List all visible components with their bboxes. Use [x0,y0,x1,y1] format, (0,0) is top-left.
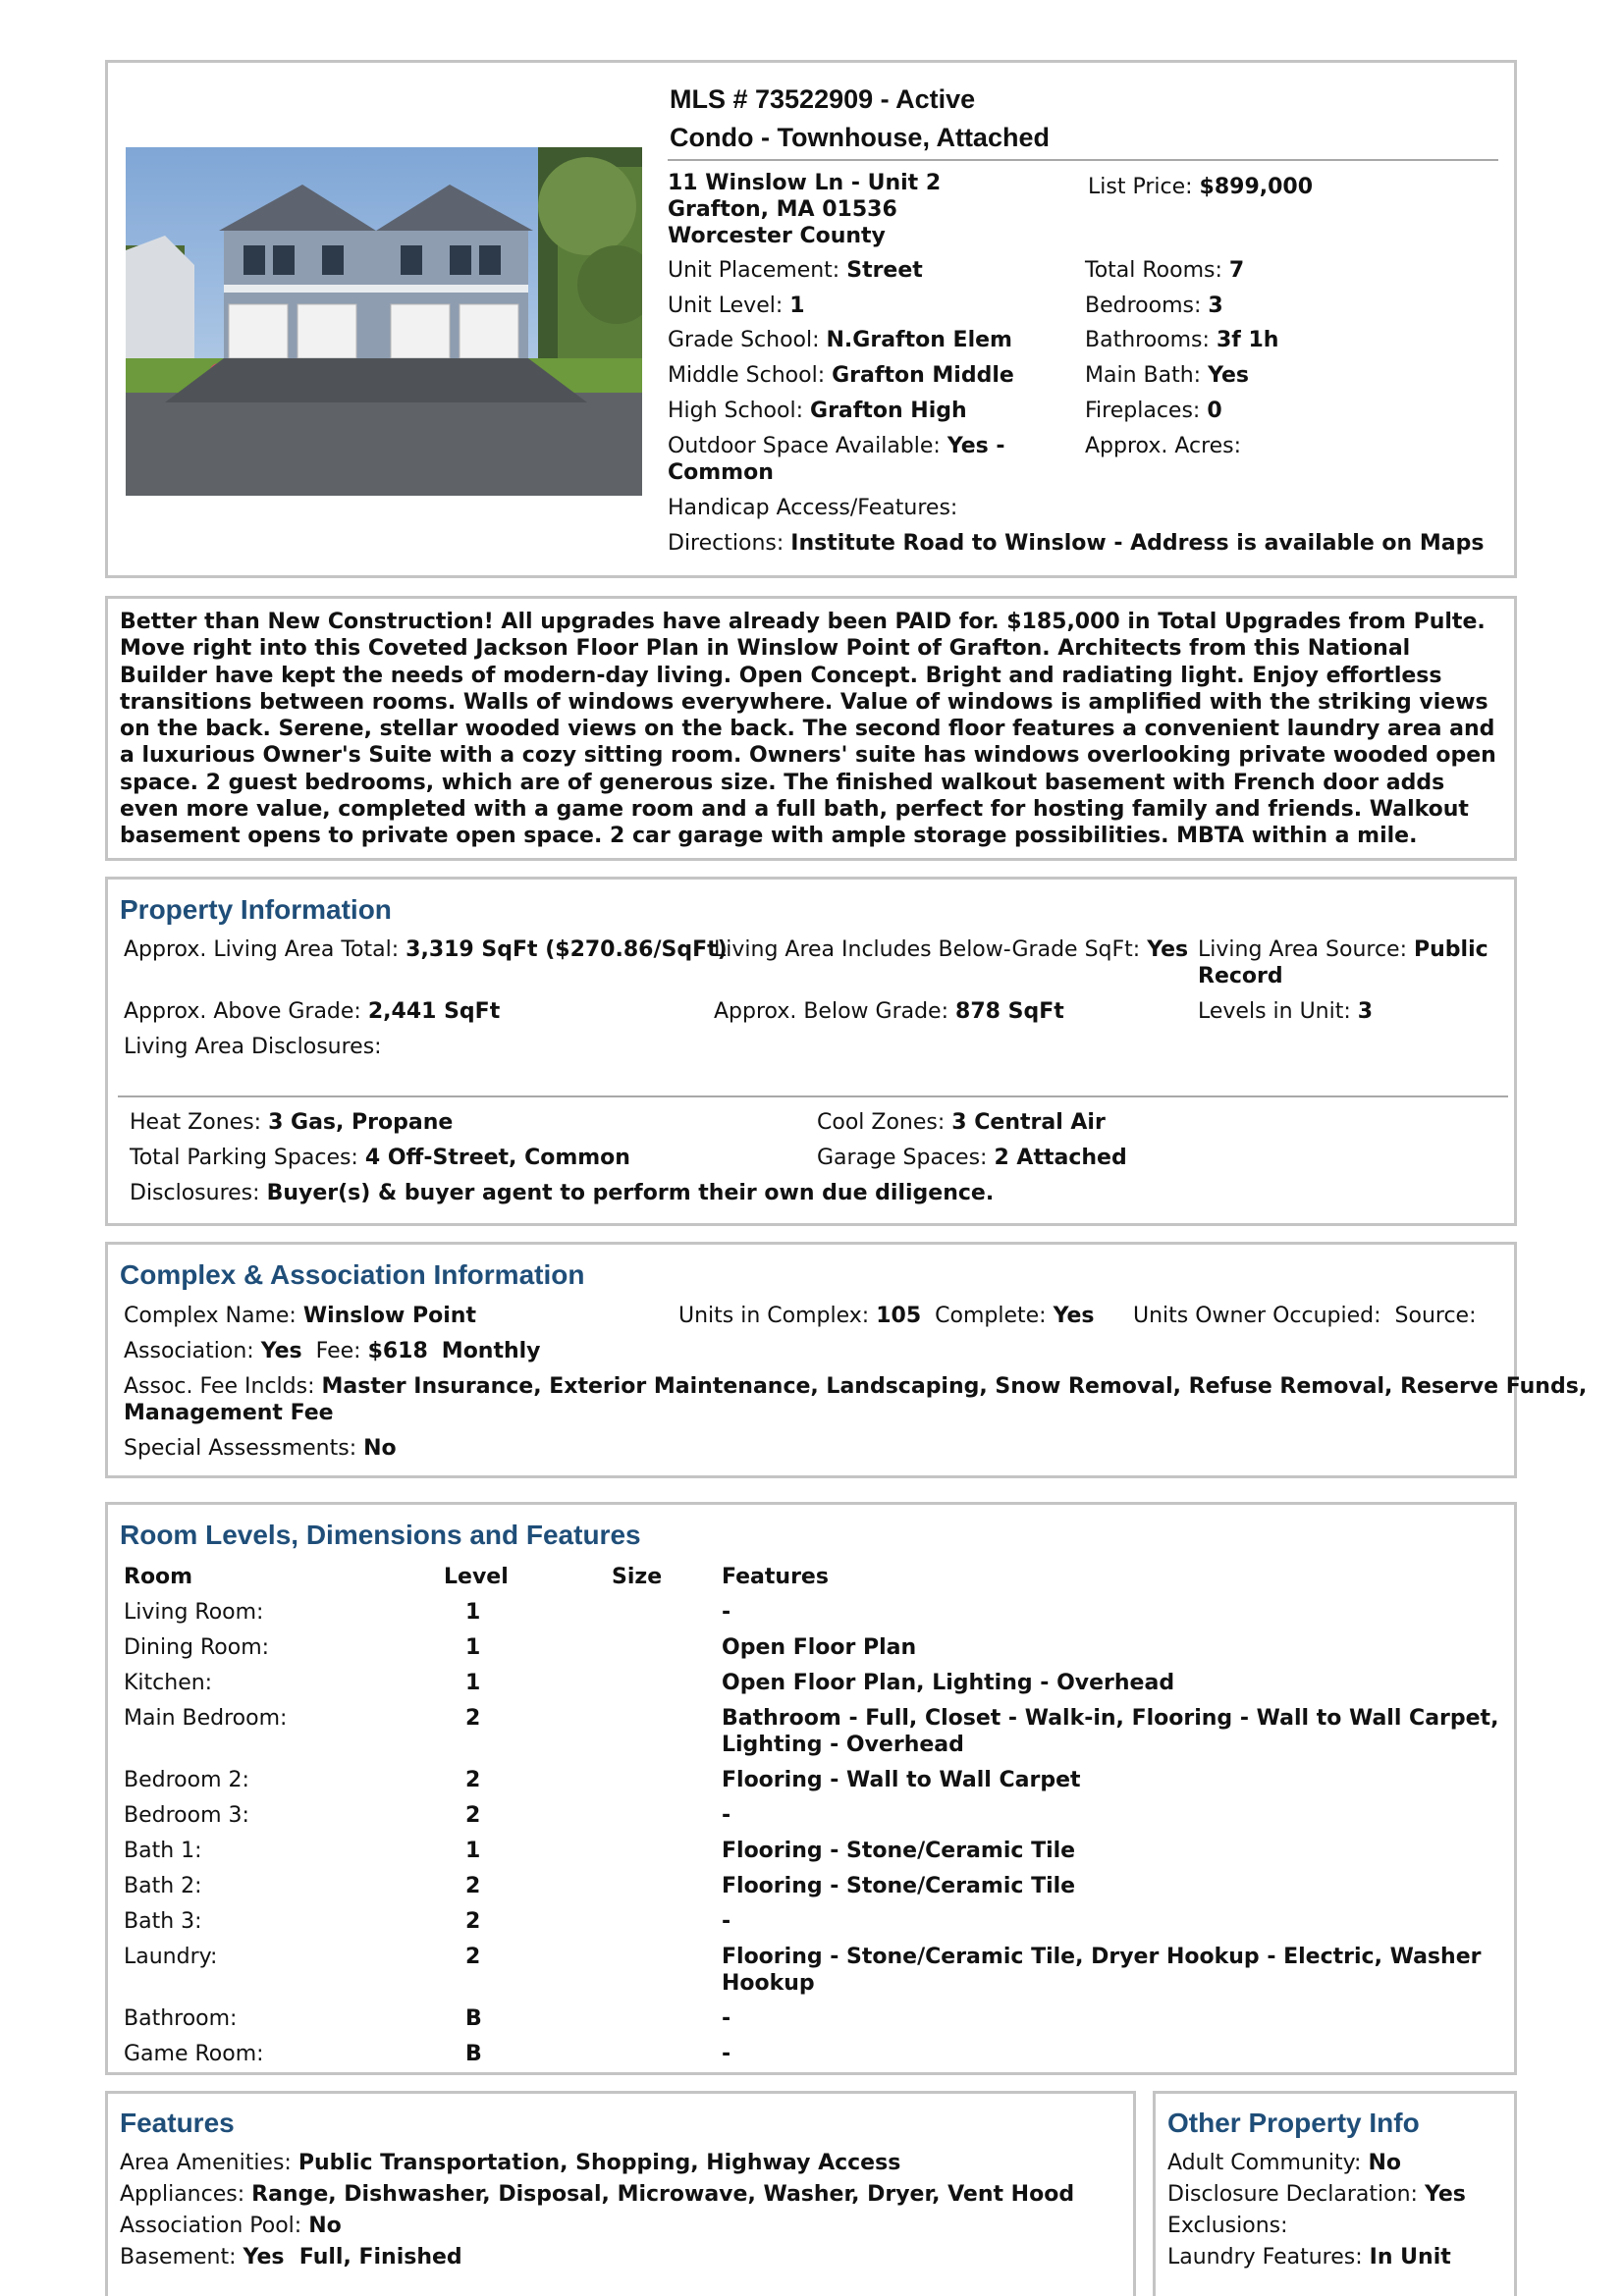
column-header-room: Room [124,1565,193,1589]
grade-school-value: N.Grafton Elem [826,328,1012,352]
below-grade-value: 878 SqFt [955,999,1064,1024]
association-pool-value: No [308,2214,342,2238]
complex-name-value: Winslow Point [302,1304,476,1328]
section-title-other-property-info: Other Property Info [1167,2108,1420,2138]
list-price [1088,175,1313,199]
property-information-box [105,877,1517,1226]
room-level: 2 [465,1945,481,1969]
garage-spaces [817,1146,1127,1170]
disclosure-declaration-value: Yes [1424,2182,1466,2207]
cool-zones-label: Cool Zones: [817,1110,946,1135]
units-in-complex-label: Units in Complex: [678,1304,870,1328]
exclusions-label: Exclusions: [1167,2214,1288,2238]
area-amenities-value: Public Transportation, Shopping, Highway Access [298,2151,901,2175]
high-school [668,399,967,423]
basement-label: Basement: [120,2245,237,2269]
unit-level [668,294,805,318]
room-level: 1 [465,1839,481,1863]
unit-level-label: Unit Level: [668,294,784,318]
exclusions [1167,2214,1288,2238]
complex-association-box [105,1242,1588,1478]
county: Worcester County [668,224,886,248]
mls-number-status: MLS # 73522909 - Active [670,84,976,114]
association-pool [120,2214,342,2238]
below-grade-included [714,937,1188,962]
bedrooms-label: Bedrooms: [1085,294,1202,318]
bathrooms [1085,328,1278,352]
address-line-2: Grafton, MA 01536 [668,197,897,222]
address-line-1: 11 Winslow Ln - Unit 2 [668,171,942,195]
bathrooms-value: 3f 1h [1216,328,1279,352]
appliances-value: Range, Dishwasher, Disposal, Microwave, Washer, Dryer, Vent Hood [251,2182,1075,2207]
levels-in-unit [1198,999,1373,1024]
assoc-fee-includes [124,1374,1587,1399]
disclosures-value: Buyer(s) & buyer agent to perform their own due diligence. [266,1181,995,1205]
outdoor-space-label: Outdoor Space Available: [668,434,941,458]
association [124,1339,541,1363]
room-name: Kitchen: [124,1671,213,1695]
living-area-total [124,937,728,962]
room-level: 1 [465,1671,481,1695]
basement-value: Yes Full, Finished [243,2245,462,2269]
middle-school-value: Grafton Middle [832,363,1014,388]
room-level: 2 [465,1803,481,1828]
living-area-source-value: Public [1414,937,1488,962]
middle-school-label: Middle School: [668,363,826,388]
section-title-rooms: Room Levels, Dimensions and Features [120,1520,641,1550]
room-features: - [722,1803,731,1828]
complex-name [124,1304,476,1328]
room-features-continued: Hookup [722,1971,815,1996]
main-bath-value: Yes [1208,363,1250,388]
room-features: - [722,1600,731,1625]
features-box [105,2091,1136,2296]
townhouse-photo-image [126,147,642,496]
adult-community-value: No [1368,2151,1401,2175]
above-grade-value: 2,441 SqFt [367,999,501,1024]
column-header-size: Size [612,1565,663,1589]
special-assessments-value: No [363,1436,397,1461]
list-price-label: List Price: [1088,175,1193,199]
special-assessments [124,1436,397,1461]
fee-period: Monthly [441,1339,541,1363]
property-type: Condo - Townhouse, Attached [670,123,1050,152]
grade-school [668,328,1012,352]
unit-placement [668,258,923,283]
assoc-fee-includes-label: Assoc. Fee Inclds: [124,1374,315,1399]
laundry-features [1167,2245,1451,2269]
living-area-source-label: Living Area Source: [1198,937,1407,962]
handicap-access-label: Handicap Access/Features: [668,496,958,520]
disclosure-declaration-label: Disclosure Declaration: [1167,2182,1418,2207]
section-title-property-information: Property Information [120,894,392,925]
disclosures-label: Disclosures: [130,1181,260,1205]
header-divider [668,159,1498,161]
high-school-label: High School: [668,399,804,423]
above-grade [124,999,500,1024]
adult-community-label: Adult Community: [1167,2151,1362,2175]
property-description: Better than New Construction! All upgrades have already been PAID for. $185,000 in Total Upgrades from Pulte. Move right into this Coveted Jackson Floor Plan in Winslow Point of Grafton. Architects from this National Builder have kept the needs of modern-day living. Open Concept. Bright and radiating light. Enjoy effortless transitions between rooms. Walls of windows everywhere. Value of windows is amplified with the striking views on the back. Serene, stellar wooded views on the back. The second floor features a convenient laundry area and a luxurious Owner's Suite with a cozy sitting room. Owners' suite has windows overlooking private wooded open space. 2 guest bedrooms, which are of generous size. The finished walkout basement with French door adds even more value, completed with a game room and a full bath, perfect for hosting family and friends. Walkout basement opens to private open space. 2 car garage with ample storage possibilities. MBTA within a mile. [120,610,1496,849]
grade-school-label: Grade School: [668,328,820,352]
units-owner-occupied [1133,1304,1477,1328]
room-name: Bath 3: [124,1909,202,1934]
appliances [120,2182,1074,2207]
total-rooms-label: Total Rooms: [1085,258,1222,283]
room-features: Flooring - Wall to Wall Carpet [722,1768,1081,1792]
outdoor-space-value-2: Common [668,460,774,485]
living-area-disclosures: Living Area Disclosures: [124,1035,382,1059]
room-level: 2 [465,1768,481,1792]
complete-value: Yes [1053,1304,1095,1328]
fireplaces-value: 0 [1207,399,1222,423]
assoc-fee-includes-value: Master Insurance, Exterior Maintenance, Landscaping, Snow Removal, Refuse Removal, Reserve Funds, [321,1374,1588,1399]
units-owner-occupied-label: Units Owner Occupied: [1133,1304,1381,1328]
description-box [105,596,1517,861]
directions-label: Directions: [668,531,784,556]
column-header-level: Level [444,1565,509,1589]
section-title-complex-association: Complex & Association Information [120,1259,585,1290]
fee-label: Fee: [315,1339,361,1363]
units-in-complex-value: 105 [876,1304,922,1328]
fee-value: $618 [367,1339,428,1363]
approx-acres [1085,434,1241,458]
room-features: Flooring - Stone/Ceramic Tile [722,1874,1076,1898]
room-name: Bath 2: [124,1874,202,1898]
unit-placement-label: Unit Placement: [668,258,840,283]
room-name: Laundry: [124,1945,218,1969]
total-rooms-value: 7 [1228,258,1245,283]
below-grade-label: Approx. Below Grade: [714,999,949,1024]
garage-spaces-label: Garage Spaces: [817,1146,988,1170]
unit-level-value: 1 [789,294,805,318]
appliances-label: Appliances: [120,2182,245,2207]
below-grade-included-label: Living Area Includes Below-Grade SqFt: [714,937,1141,962]
room-features: - [722,2042,731,2066]
area-amenities [120,2151,900,2175]
middle-school [668,363,1014,388]
disclosure-declaration [1167,2182,1466,2207]
room-features: Flooring - Stone/Ceramic Tile, Dryer Hookup - Electric, Washer [722,1945,1482,1969]
room-features-continued: Lighting - Overhead [722,1733,964,1757]
bathrooms-label: Bathrooms: [1085,328,1210,352]
below-grade-included-value: Yes [1147,937,1189,962]
assoc-fee-includes-value-2: Management Fee [124,1401,334,1425]
room-level: 2 [465,1909,481,1934]
property-divider [118,1095,1508,1097]
heat-zones-value: 3 Gas, Propane [268,1110,454,1135]
handicap-access [668,496,957,520]
heat-zones-label: Heat Zones: [130,1110,262,1135]
room-features: Open Floor Plan, Lighting - Overhead [722,1671,1175,1695]
cool-zones [817,1110,1106,1135]
adult-community [1167,2151,1401,2175]
directions [668,531,1484,556]
above-grade-label: Approx. Above Grade: [124,999,361,1024]
room-name: Main Bedroom: [124,1706,288,1731]
units-in-complex [678,1304,1095,1328]
room-level: 1 [465,1600,481,1625]
total-rooms [1085,258,1244,283]
column-header-features: Features [722,1565,829,1589]
room-features: - [722,1909,731,1934]
room-features: - [722,2006,731,2031]
living-area-source [1198,937,1488,962]
high-school-value: Grafton High [810,399,967,423]
outdoor-space-value: Yes - [947,434,1005,458]
outdoor-space [668,434,1005,458]
heat-zones [130,1110,453,1135]
special-assessments-label: Special Assessments: [124,1436,357,1461]
living-area-total-value: 3,319 SqFt ($270.86/SqFt) [406,937,728,962]
association-label: Association: [124,1339,254,1363]
area-amenities-label: Area Amenities: [120,2151,292,2175]
basement [120,2245,462,2269]
section-title-features: Features [120,2108,235,2138]
main-bath [1085,363,1249,388]
list-price-value: $899,000 [1199,175,1314,199]
garage-spaces-value: 2 Attached [994,1146,1127,1170]
approx-acres-label: Approx. Acres: [1085,434,1242,458]
room-level: 1 [465,1635,481,1660]
complex-name-label: Complex Name: [124,1304,297,1328]
room-features: Open Floor Plan [722,1635,917,1660]
association-pool-label: Association Pool: [120,2214,302,2238]
complete-label: Complete: [935,1304,1047,1328]
fireplaces-label: Fireplaces: [1085,399,1201,423]
room-name: Dining Room: [124,1635,270,1660]
total-parking [130,1146,630,1170]
room-name: Bath 1: [124,1839,202,1863]
association-value: Yes [260,1339,302,1363]
room-level: 2 [465,1706,481,1731]
room-features: Flooring - Stone/Ceramic Tile [722,1839,1076,1863]
directions-value: Institute Road to Winslow - Address is available on Maps [790,531,1485,556]
bedrooms [1085,294,1223,318]
room-level: B [465,2006,482,2031]
levels-in-unit-value: 3 [1357,999,1374,1024]
room-name: Living Room: [124,1600,264,1625]
main-bath-label: Main Bath: [1085,363,1202,388]
laundry-features-label: Laundry Features: [1167,2245,1363,2269]
bedrooms-value: 3 [1208,294,1223,318]
fireplaces [1085,399,1222,423]
levels-in-unit-label: Levels in Unit: [1198,999,1351,1024]
below-grade [714,999,1064,1024]
cool-zones-value: 3 Central Air [951,1110,1106,1135]
unit-placement-value: Street [846,258,923,283]
rooms-box [105,1502,1517,2075]
total-parking-label: Total Parking Spaces: [130,1146,358,1170]
room-name: Game Room: [124,2042,264,2066]
room-name: Bedroom 2: [124,1768,249,1792]
room-features: Bathroom - Full, Closet - Walk-in, Flooring - Wall to Wall Carpet, [722,1706,1499,1731]
living-area-source-value-2: Record [1198,964,1283,988]
room-name: Bedroom 3: [124,1803,249,1828]
laundry-features-value: In Unit [1369,2245,1451,2269]
room-name: Bathroom: [124,2006,238,2031]
property-photo [126,147,642,496]
owner-occupied-source-label: Source: [1394,1304,1477,1328]
room-level: B [465,2042,482,2066]
total-parking-value: 4 Off-Street, Common [364,1146,630,1170]
other-property-info-box [1153,2091,1517,2296]
disclosures [130,1181,994,1205]
room-level: 2 [465,1874,481,1898]
living-area-total-label: Approx. Living Area Total: [124,937,400,962]
listing-header-box [105,60,1517,578]
